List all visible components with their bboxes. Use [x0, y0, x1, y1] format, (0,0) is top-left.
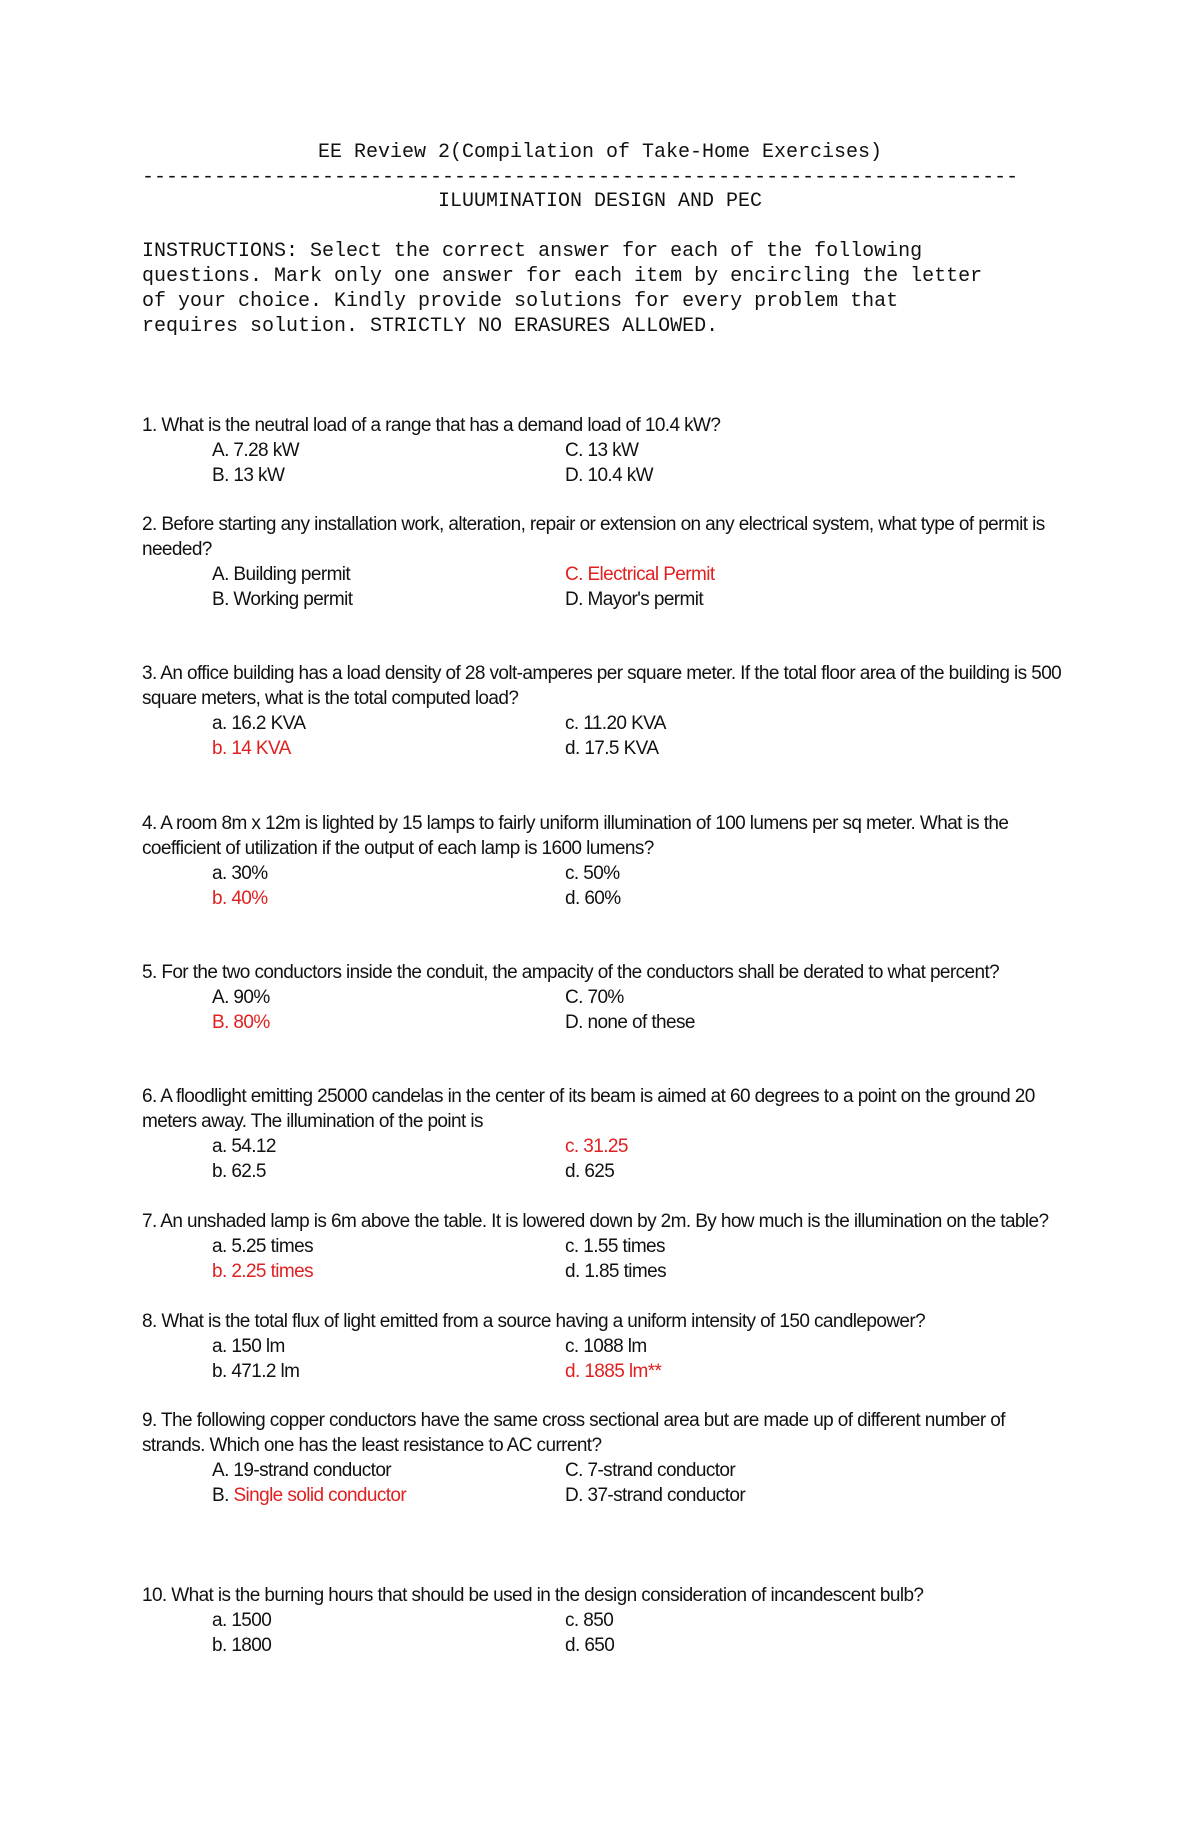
- option-a: a. 30%: [212, 863, 268, 884]
- question-stem: 5. For the two conductors inside the conduit, the ampacity of the conductors shall be derated to what percent?: [142, 962, 1000, 983]
- option-a: a. 5.25 times: [212, 1236, 313, 1257]
- option-b-correct: b. 40%: [212, 888, 268, 909]
- option-a: a. 16.2 KVA: [212, 713, 306, 734]
- options-grid: [212, 985, 1062, 1035]
- question-5: [142, 960, 1062, 1035]
- option-c: C. 70%: [565, 987, 624, 1008]
- options-grid: [212, 1458, 1062, 1508]
- option-c-correct: C. Electrical Permit: [565, 564, 715, 585]
- options-grid: [212, 711, 1062, 761]
- question-stem: 7. An unshaded lamp is 6m above the table. It is lowered down by 2m. By how much is the illumination on the table?: [142, 1211, 1049, 1232]
- option-d: D. none of these: [565, 1012, 695, 1033]
- option-c: c. 11.20 KVA: [565, 713, 666, 734]
- section-title: ILUUMINATION DESIGN AND PEC: [437, 190, 763, 213]
- option-b-correct: B. 80%: [212, 1012, 270, 1033]
- option-b: B. 13 kW: [212, 465, 285, 486]
- question-10: [142, 1583, 1062, 1658]
- options-grid: [212, 1134, 1062, 1184]
- option-a: A. 19-strand conductor: [212, 1460, 392, 1481]
- option-d: d. 1.85 times: [565, 1261, 666, 1282]
- question-stem: 8. What is the total flux of light emitted from a source having a uniform intensity of 150 candlepower?: [142, 1311, 926, 1332]
- option-c: c. 1088 lm: [565, 1336, 647, 1357]
- option-b: b. 471.2 lm: [212, 1361, 300, 1382]
- option-b-correct: b. 14 KVA: [212, 738, 291, 759]
- option-d-correct: d. 1885 lm**: [565, 1361, 662, 1382]
- question-1: [142, 413, 1062, 488]
- option-d: d. 60%: [565, 888, 621, 909]
- option-b: B. Working permit: [212, 589, 353, 610]
- option-d: D. Mayor's permit: [565, 589, 704, 610]
- option-d: d. 17.5 KVA: [565, 738, 659, 759]
- question-stem: 2. Before starting any installation work, alteration, repair or extension on any electrical system, what type of permit is needed?: [142, 514, 1045, 560]
- option-b: b. 62.5: [212, 1161, 266, 1182]
- document-title: EE Review 2(Compilation of Take-Home Exercises): [317, 141, 883, 164]
- option-d: d. 625: [565, 1161, 615, 1182]
- options-grid: [212, 861, 1062, 911]
- option-a: a. 1500: [212, 1610, 272, 1631]
- options-grid: [212, 1608, 1062, 1658]
- option-a: A. 90%: [212, 987, 270, 1008]
- instructions-text: INSTRUCTIONS: Select the correct answer for each of the following questions. Mark only one answer for each item by encircling the letter of your choice. Kindly provide solutions for every problem that requires solution. STRICTLY NO ERASURES ALLOWED.: [142, 240, 983, 338]
- option-b-correct: [212, 1483, 565, 1508]
- option-text: Single solid conductor: [233, 1485, 407, 1506]
- option-a: A. Building permit: [212, 564, 351, 585]
- options-grid: [212, 562, 1062, 612]
- question-7: [142, 1209, 1062, 1284]
- question-stem: 4. A room 8m x 12m is lighted by 15 lamps to fairly uniform illumination of 100 lumens per sq meter. What is the coefficient of utilization if the output of each lamp is 1600 lumens?: [142, 813, 1009, 859]
- question-stem: 1. What is the neutral load of a range that has a demand load of 10.4 kW?: [142, 415, 721, 436]
- option-a: a. 54.12: [212, 1136, 276, 1157]
- option-d: D. 10.4 kW: [565, 465, 653, 486]
- option-d: d. 650: [565, 1635, 615, 1656]
- question-stem: 3. An office building has a load density of 28 volt-amperes per square meter. If the total floor area of the building is 500 square meters, what is the total computed load?: [142, 663, 1062, 709]
- option-b: b. 1800: [212, 1635, 272, 1656]
- question-stem: 10. What is the burning hours that should be used in the design consideration of incandescent bulb?: [142, 1585, 924, 1606]
- option-c: C. 7-strand conductor: [565, 1460, 736, 1481]
- question-6: [142, 1084, 1062, 1184]
- option-c: c. 50%: [565, 863, 620, 884]
- option-a: a. 150 lm: [212, 1336, 285, 1357]
- option-c: c. 850: [565, 1610, 614, 1631]
- question-9: [142, 1408, 1062, 1508]
- option-b-correct: b. 2.25 times: [212, 1261, 313, 1282]
- option-c: C. 13 kW: [565, 440, 639, 461]
- options-grid: [212, 1234, 1062, 1284]
- options-grid: [212, 1334, 1062, 1384]
- option-letter: B.: [212, 1485, 234, 1506]
- question-stem: 6. A floodlight emitting 25000 candelas in the center of its beam is aimed at 60 degrees to a point on the ground 20 meters away. The illumination of the point is: [142, 1086, 1035, 1132]
- question-stem: 9. The following copper conductors have the same cross sectional area but are made up of different number of strands. Which one has the least resistance to AC current?: [142, 1410, 1005, 1456]
- question-4: [142, 811, 1062, 911]
- option-c: c. 1.55 times: [565, 1236, 665, 1257]
- option-a: A. 7.28 kW: [212, 440, 299, 461]
- question-3: [142, 661, 1062, 761]
- header-divider: -------------------------------------------------------------------------: [142, 166, 1019, 189]
- option-d: D. 37-strand conductor: [565, 1485, 746, 1506]
- question-8: [142, 1309, 1062, 1384]
- question-2: [142, 512, 1062, 612]
- options-grid: [212, 438, 1062, 488]
- option-c-correct: c. 31.25: [565, 1136, 628, 1157]
